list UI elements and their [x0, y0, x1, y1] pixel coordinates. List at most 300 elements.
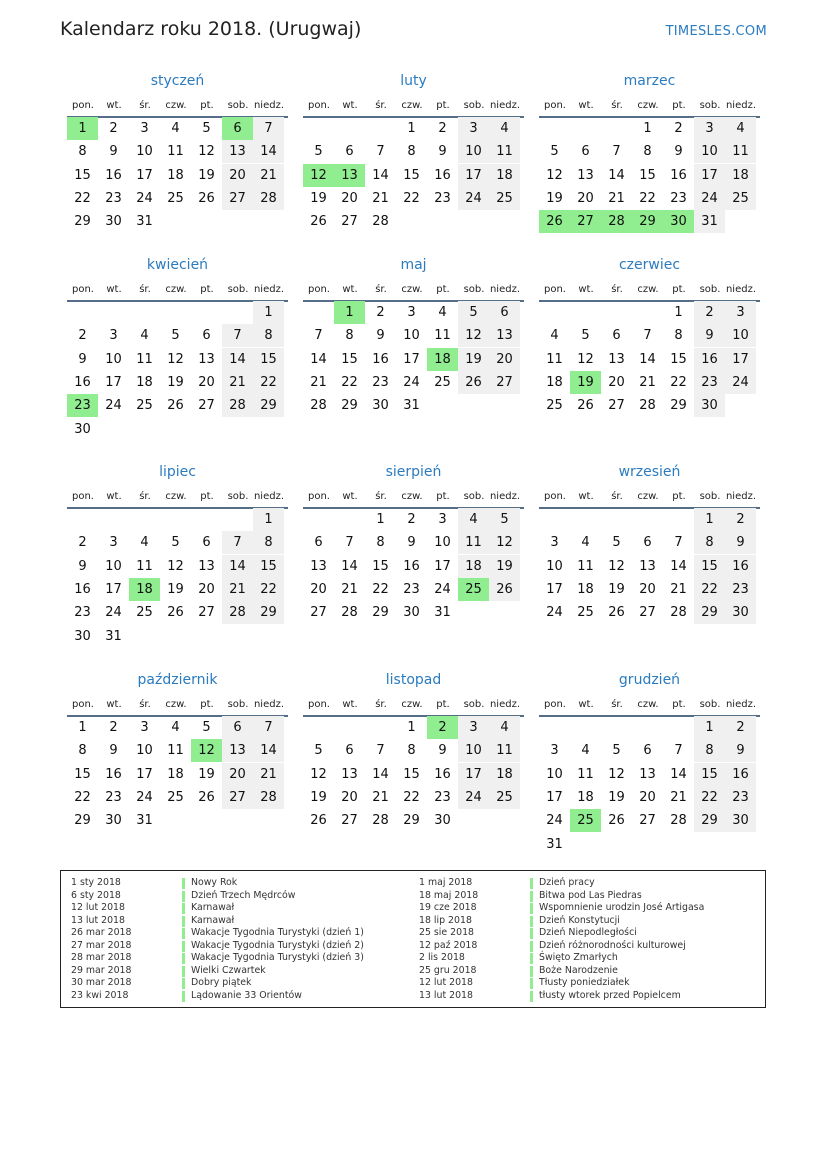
- day-cell: 28: [372, 813, 389, 829]
- day-cell: 28: [670, 605, 687, 621]
- day-cell: 10: [458, 739, 489, 762]
- day-cell: 2: [109, 121, 118, 136]
- day-cell: 8: [407, 743, 416, 759]
- weekday-header: sob.: [699, 491, 721, 502]
- day-cell: 26: [167, 605, 184, 621]
- weekday-header: wt.: [106, 284, 122, 295]
- day-cell: 16: [694, 348, 725, 371]
- day-cell: 5: [612, 743, 621, 759]
- day-cell: 19: [489, 555, 520, 578]
- day-cell: 9: [78, 558, 87, 574]
- day-cell: 20: [489, 348, 520, 371]
- day-cell: 20: [608, 374, 625, 390]
- day-cell: 16: [74, 581, 91, 597]
- day-cell: 14: [310, 351, 327, 367]
- day-cell: 18: [167, 167, 184, 183]
- day-cell: 26: [608, 605, 625, 621]
- weekday-header: niedz.: [725, 699, 757, 710]
- holiday-row: [61, 940, 761, 953]
- day-cell: 23: [403, 581, 420, 597]
- day-cell: 15: [341, 351, 358, 367]
- day-cell: 24: [725, 371, 756, 394]
- day-cell: 3: [550, 743, 559, 759]
- day-cell: 30: [694, 394, 725, 417]
- holiday-date: 12 lut 2018: [71, 902, 125, 913]
- day-cell: 26: [577, 398, 594, 414]
- weekday-header: pon.: [72, 100, 94, 111]
- day-cell: 24: [136, 190, 153, 206]
- weekday-header: niedz.: [725, 284, 757, 295]
- weekday-header: sob.: [463, 100, 485, 111]
- day-cell: 23: [434, 190, 451, 206]
- day-cell: 8: [407, 144, 416, 160]
- day-cell: 17: [434, 558, 451, 574]
- day-cell: 10: [434, 535, 451, 551]
- holiday-row: [61, 990, 761, 1003]
- weekday-header: sob.: [227, 491, 249, 502]
- day-cell: 13: [341, 766, 358, 782]
- day-cell: 15: [670, 351, 687, 367]
- weekday-header: śr.: [139, 100, 151, 111]
- weekday-header: wt.: [342, 699, 358, 710]
- day-cell: 24: [403, 374, 420, 390]
- weekday-header: sob.: [699, 284, 721, 295]
- day-cell: 22: [253, 578, 284, 601]
- day-cell: 1: [674, 305, 683, 320]
- day-cell: 15: [74, 766, 91, 782]
- day-cell: 24: [105, 398, 122, 414]
- holiday-marker: [530, 916, 533, 927]
- holiday-date: 6 sty 2018: [71, 889, 121, 901]
- day-cell: 18: [546, 374, 563, 390]
- weekday-header: czw.: [401, 491, 423, 502]
- day-cell: 17: [458, 164, 489, 187]
- day-cell: 21: [222, 578, 253, 601]
- day-cell: 22: [403, 789, 420, 805]
- weekday-header: pt.: [200, 699, 214, 710]
- day-cell: 9: [376, 328, 385, 344]
- day-cell: 19: [458, 348, 489, 371]
- holiday-row: [61, 877, 761, 890]
- day-cell: 13: [198, 351, 215, 367]
- day-cell: 4: [489, 716, 520, 739]
- holiday-name: Tłusty poniedziałek: [539, 977, 630, 988]
- holiday-row: [61, 927, 761, 940]
- day-cell: 11: [458, 531, 489, 554]
- day-cell: 23: [372, 374, 389, 390]
- day-cell: 30: [725, 809, 756, 832]
- day-cell: 11: [136, 351, 153, 367]
- day-cell: 6: [612, 328, 621, 344]
- day-cell: 16: [105, 766, 122, 782]
- day-cell: 20: [198, 374, 215, 390]
- day-cell: 19: [198, 766, 215, 782]
- day-cell: 8: [253, 324, 284, 347]
- day-cell: 10: [136, 743, 153, 759]
- weekday-header: śr.: [375, 100, 387, 111]
- weekday-header: pon.: [72, 284, 94, 295]
- weekday-header: śr.: [375, 699, 387, 710]
- day-cell: 11: [167, 743, 184, 759]
- weekday-header: śr.: [375, 491, 387, 502]
- day-cell: 17: [546, 789, 563, 805]
- day-cell: 13: [222, 739, 253, 762]
- day-cell: 7: [253, 716, 284, 739]
- day-cell: 3: [109, 328, 118, 344]
- day-cell: 5: [612, 535, 621, 551]
- day-cell: 15: [694, 763, 725, 786]
- day-cell: 2: [376, 305, 385, 320]
- day-cell: 30: [74, 628, 91, 644]
- day-cell: 19: [310, 789, 327, 805]
- day-cell: 24: [105, 605, 122, 621]
- day-cell: 4: [140, 328, 149, 344]
- day-cell: 30: [403, 605, 420, 621]
- holiday-date: 25 gru 2018: [419, 964, 477, 976]
- day-cell: 24: [694, 187, 725, 210]
- day-cell: 4: [171, 121, 180, 136]
- weekday-header: pt.: [200, 100, 214, 111]
- holiday-day-cell: 13: [334, 164, 365, 187]
- day-cell: 30: [725, 601, 756, 624]
- day-cell: 13: [639, 766, 656, 782]
- weekday-header: wt.: [106, 491, 122, 502]
- holiday-date: 13 lut 2018: [419, 989, 473, 1001]
- day-cell: 18: [489, 763, 520, 786]
- holiday-date: 26 mar 2018: [71, 927, 132, 938]
- day-cell: 26: [198, 789, 215, 805]
- holiday-day-cell: 2: [427, 716, 458, 739]
- weekday-header: niedz.: [489, 100, 521, 111]
- day-cell: 12: [489, 531, 520, 554]
- holiday-day-cell: 19: [570, 371, 601, 394]
- holiday-name: Dzień Trzech Mędrców: [191, 889, 296, 901]
- holiday-name: tłusty wtorek przed Popielcem: [539, 989, 681, 1001]
- holiday-date: 28 mar 2018: [71, 952, 132, 963]
- day-cell: 17: [105, 581, 122, 597]
- month-name: kwiecień: [146, 257, 209, 273]
- day-cell: 8: [78, 743, 87, 759]
- day-cell: 9: [109, 144, 118, 160]
- weekday-header: niedz.: [253, 284, 285, 295]
- day-cell: 3: [694, 117, 725, 140]
- weekday-header: śr.: [139, 491, 151, 502]
- holiday-date: 18 lip 2018: [419, 914, 472, 926]
- day-cell: 4: [581, 743, 590, 759]
- day-cell: 10: [105, 558, 122, 574]
- weekday-header: czw.: [165, 699, 187, 710]
- day-cell: 19: [546, 190, 563, 206]
- day-cell: 16: [725, 555, 756, 578]
- day-cell: 31: [434, 605, 451, 621]
- day-cell: 23: [670, 190, 687, 206]
- day-cell: 28: [222, 394, 253, 417]
- day-cell: 24: [458, 187, 489, 210]
- day-cell: 4: [581, 535, 590, 551]
- day-cell: 2: [109, 720, 118, 735]
- weekday-header: sob.: [227, 100, 249, 111]
- holiday-marker: [530, 903, 533, 914]
- day-cell: 9: [674, 144, 683, 160]
- day-cell: 15: [403, 766, 420, 782]
- day-cell: 6: [202, 535, 211, 551]
- day-cell: 20: [310, 581, 327, 597]
- holiday-date: 12 lut 2018: [419, 977, 473, 988]
- day-cell: 29: [341, 398, 358, 414]
- day-cell: 25: [136, 605, 153, 621]
- day-cell: 5: [202, 121, 211, 136]
- day-cell: 5: [489, 508, 520, 531]
- day-cell: 21: [608, 190, 625, 206]
- weekday-header: niedz.: [253, 699, 285, 710]
- holiday-day-cell: 29: [632, 210, 663, 233]
- day-cell: 4: [438, 305, 447, 320]
- holiday-name: Wakacje Tygodnia Turystyki (dzień 3): [191, 952, 364, 963]
- holiday-name: Boże Narodzenie: [539, 964, 618, 976]
- day-cell: 1: [407, 121, 416, 136]
- day-cell: 30: [434, 813, 451, 829]
- holiday-row: [61, 915, 761, 928]
- day-cell: 5: [581, 328, 590, 344]
- day-cell: 9: [438, 743, 447, 759]
- day-cell: 15: [74, 167, 91, 183]
- day-cell: 31: [403, 398, 420, 414]
- day-cell: 19: [167, 374, 184, 390]
- holiday-day-cell: 28: [601, 210, 632, 233]
- day-cell: 10: [458, 140, 489, 163]
- day-cell: 8: [643, 144, 652, 160]
- day-cell: 28: [222, 601, 253, 624]
- day-cell: 12: [577, 351, 594, 367]
- month-name: sierpień: [385, 464, 442, 480]
- weekday-header: pon.: [308, 491, 330, 502]
- weekday-header: czw.: [401, 699, 423, 710]
- holiday-date: 1 maj 2018: [419, 877, 473, 888]
- day-cell: 12: [458, 324, 489, 347]
- day-cell: 20: [341, 190, 358, 206]
- day-cell: 6: [581, 144, 590, 160]
- day-cell: 14: [670, 766, 687, 782]
- day-cell: 11: [725, 140, 756, 163]
- day-cell: 26: [489, 578, 520, 601]
- day-cell: 17: [136, 766, 153, 782]
- holiday-row: [61, 977, 761, 990]
- weekday-header: czw.: [165, 284, 187, 295]
- day-cell: 3: [458, 117, 489, 140]
- day-cell: 20: [341, 789, 358, 805]
- day-cell: 30: [74, 421, 91, 437]
- day-cell: 20: [577, 190, 594, 206]
- day-cell: 7: [612, 144, 621, 160]
- holiday-day-cell: 6: [222, 117, 253, 140]
- day-cell: 31: [105, 628, 122, 644]
- day-cell: 2: [438, 121, 447, 136]
- day-cell: 4: [489, 117, 520, 140]
- holiday-marker: [530, 966, 533, 977]
- day-cell: 29: [253, 394, 284, 417]
- day-cell: 15: [372, 558, 389, 574]
- day-cell: 9: [725, 531, 756, 554]
- day-cell: 20: [222, 763, 253, 786]
- day-cell: 14: [253, 739, 284, 762]
- day-cell: 27: [310, 605, 327, 621]
- day-cell: 21: [253, 164, 284, 187]
- holiday-name: Wspomnienie urodzin José Artigasa: [539, 902, 705, 913]
- day-cell: 7: [674, 743, 683, 759]
- day-cell: 22: [253, 371, 284, 394]
- day-cell: 31: [546, 836, 563, 852]
- day-cell: 22: [74, 190, 91, 206]
- holiday-day-cell: 18: [427, 348, 458, 371]
- day-cell: 11: [489, 739, 520, 762]
- day-cell: 29: [403, 813, 420, 829]
- day-cell: 26: [310, 214, 327, 230]
- day-cell: 29: [670, 398, 687, 414]
- holiday-marker: [530, 978, 533, 989]
- page-title: Kalendarz roku 2018. (Urugwaj): [60, 18, 362, 40]
- holiday-name: Karnawał: [191, 914, 235, 926]
- day-cell: 7: [222, 531, 253, 554]
- day-cell: 3: [140, 720, 149, 735]
- holiday-day-cell: 30: [663, 210, 694, 233]
- weekday-header: pt.: [672, 284, 686, 295]
- day-cell: 15: [403, 167, 420, 183]
- day-cell: 27: [341, 813, 358, 829]
- day-cell: 18: [458, 555, 489, 578]
- holiday-date: 30 mar 2018: [71, 977, 132, 988]
- day-cell: 11: [577, 558, 594, 574]
- day-cell: 14: [608, 167, 625, 183]
- day-cell: 29: [253, 601, 284, 624]
- month-name: wrzesień: [618, 464, 681, 480]
- day-cell: 12: [198, 144, 215, 160]
- day-cell: 8: [694, 739, 725, 762]
- holiday-date: 27 mar 2018: [71, 939, 132, 951]
- day-cell: 26: [458, 371, 489, 394]
- holiday-day-cell: 1: [67, 117, 98, 140]
- day-cell: 12: [310, 766, 327, 782]
- weekday-header: wt.: [578, 100, 594, 111]
- month-name: luty: [400, 73, 427, 89]
- day-cell: 1: [253, 301, 284, 324]
- weekday-header: pon.: [544, 100, 566, 111]
- day-cell: 27: [639, 813, 656, 829]
- holiday-row: [61, 890, 761, 903]
- day-cell: 3: [458, 716, 489, 739]
- day-cell: 8: [345, 328, 354, 344]
- day-cell: 8: [253, 531, 284, 554]
- holiday-name: Nowy Rok: [191, 877, 238, 888]
- day-cell: 1: [78, 720, 87, 735]
- day-cell: 5: [171, 328, 180, 344]
- day-cell: 13: [198, 558, 215, 574]
- weekday-header: śr.: [139, 284, 151, 295]
- day-cell: 21: [670, 581, 687, 597]
- holiday-marker: [530, 953, 533, 964]
- day-cell: 3: [140, 121, 149, 136]
- weekday-header: pon.: [308, 100, 330, 111]
- day-cell: 27: [608, 398, 625, 414]
- day-cell: 4: [171, 720, 180, 735]
- holiday-name: Bitwa pod Las Piedras: [539, 889, 642, 901]
- day-cell: 22: [372, 581, 389, 597]
- holiday-name: Dzień Konstytucji: [539, 914, 620, 926]
- weekday-header: czw.: [165, 491, 187, 502]
- day-cell: 11: [434, 328, 451, 344]
- holiday-date: 19 cze 2018: [419, 902, 477, 913]
- day-cell: 13: [489, 324, 520, 347]
- day-cell: 2: [725, 508, 756, 531]
- day-cell: 25: [434, 374, 451, 390]
- day-cell: 3: [109, 535, 118, 551]
- day-cell: 17: [458, 763, 489, 786]
- day-cell: 4: [458, 508, 489, 531]
- day-cell: 27: [489, 371, 520, 394]
- day-cell: 22: [341, 374, 358, 390]
- day-cell: 14: [372, 167, 389, 183]
- day-cell: 14: [222, 555, 253, 578]
- day-cell: 24: [546, 605, 563, 621]
- holiday-marker: [530, 928, 533, 939]
- holiday-name: Karnawał: [191, 902, 235, 913]
- day-cell: 14: [670, 558, 687, 574]
- weekday-header: niedz.: [253, 100, 285, 111]
- day-cell: 23: [74, 605, 91, 621]
- holiday-name: Wielki Czwartek: [191, 964, 266, 976]
- day-cell: 12: [546, 167, 563, 183]
- day-cell: 7: [376, 144, 385, 160]
- day-cell: 19: [608, 581, 625, 597]
- day-cell: 6: [345, 144, 354, 160]
- holiday-marker: [530, 991, 533, 1002]
- day-cell: 19: [198, 167, 215, 183]
- day-cell: 17: [105, 374, 122, 390]
- weekday-header: pt.: [200, 491, 214, 502]
- weekday-header: śr.: [375, 284, 387, 295]
- day-cell: 2: [725, 716, 756, 739]
- holiday-name: Dzień Niepodległości: [539, 927, 637, 938]
- day-cell: 13: [310, 558, 327, 574]
- day-cell: 10: [105, 351, 122, 367]
- day-cell: 8: [376, 535, 385, 551]
- day-cell: 31: [136, 813, 153, 829]
- brand-logo-text[interactable]: TIMESLES.COM: [665, 24, 767, 39]
- day-cell: 21: [639, 374, 656, 390]
- day-cell: 28: [253, 187, 284, 210]
- day-cell: 22: [670, 374, 687, 390]
- day-cell: 15: [694, 555, 725, 578]
- day-cell: 10: [403, 328, 420, 344]
- holiday-marker: [530, 878, 533, 889]
- day-cell: 16: [74, 374, 91, 390]
- day-cell: 18: [136, 374, 153, 390]
- day-cell: 22: [639, 190, 656, 206]
- weekday-header: śr.: [611, 699, 623, 710]
- day-cell: 8: [674, 328, 683, 344]
- month-name: czerwiec: [618, 257, 681, 273]
- day-cell: 20: [639, 581, 656, 597]
- holiday-row: [61, 965, 761, 978]
- day-cell: 14: [639, 351, 656, 367]
- day-cell: 28: [310, 398, 327, 414]
- weekday-header: pt.: [672, 100, 686, 111]
- weekday-header: pt.: [436, 284, 450, 295]
- day-cell: 17: [725, 348, 756, 371]
- day-cell: 7: [376, 743, 385, 759]
- day-cell: 16: [434, 167, 451, 183]
- day-cell: 16: [434, 766, 451, 782]
- day-cell: 16: [725, 763, 756, 786]
